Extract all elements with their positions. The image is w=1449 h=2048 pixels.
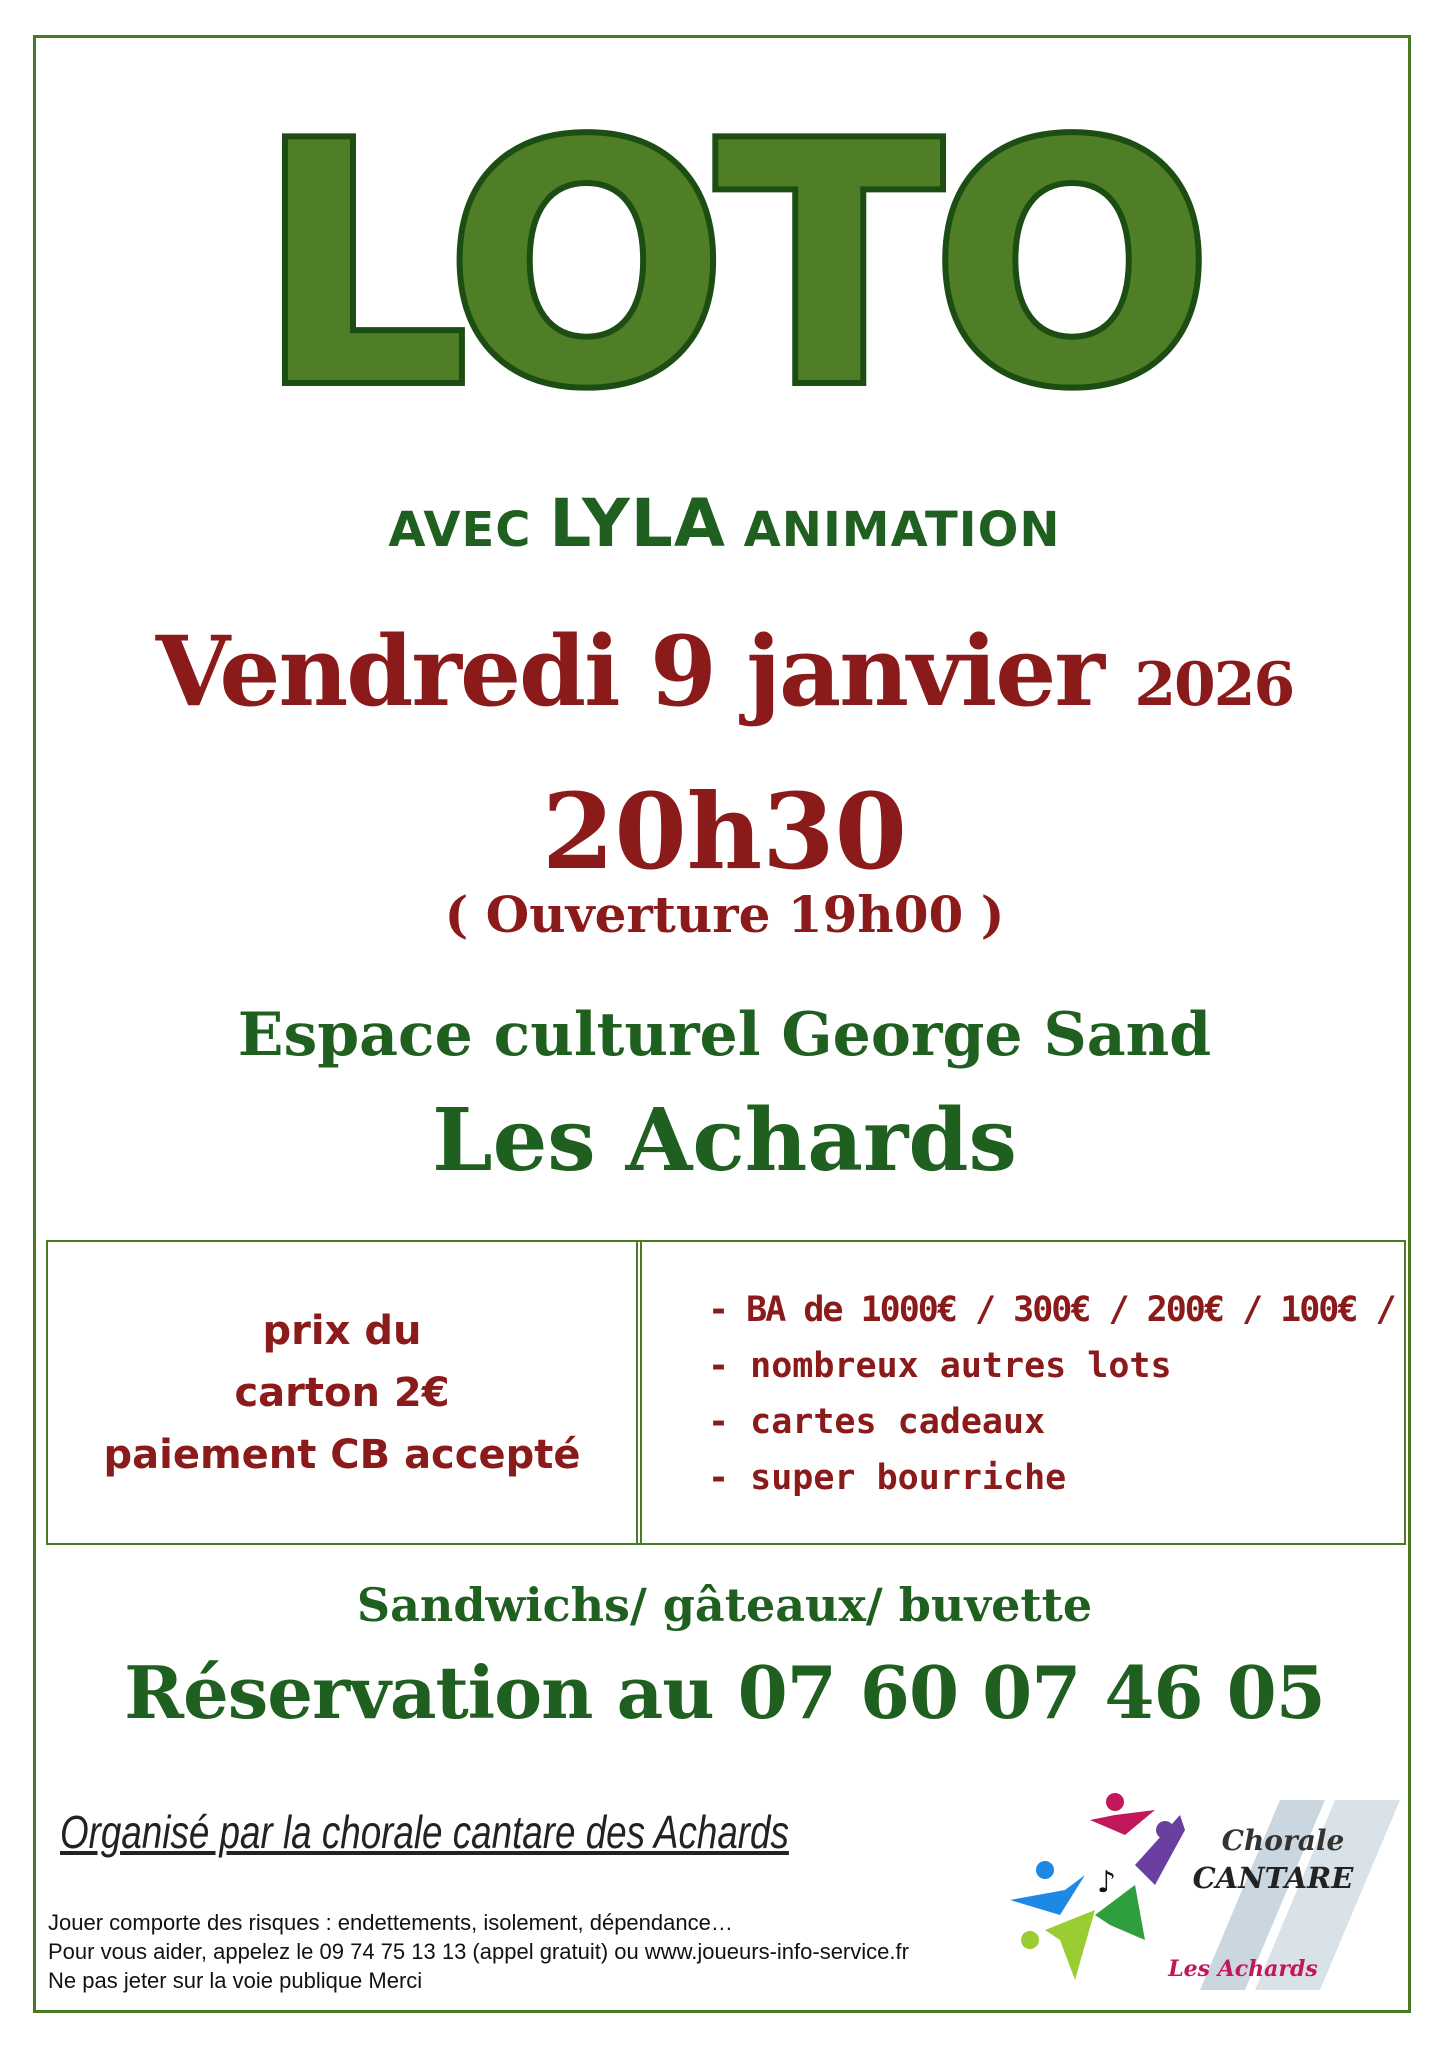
prize-item: - cartes cadeaux [708, 1402, 1046, 1442]
event-date-main: Vendredi 9 janvier [155, 615, 1103, 728]
venue-name: Espace culturel George Sand [237, 1000, 1212, 1070]
prize-list [708, 1282, 1398, 1506]
logo-line-1: Chorale [1221, 1824, 1345, 1857]
disclaimer-line: Pour vous aider, appelez le 09 74 75 13 13 (appel gratuit) ou www.joueurs-info-service.fr [48, 1939, 909, 1964]
svg-text:♪: ♪ [1097, 1865, 1117, 1900]
info-box [46, 1240, 1406, 1545]
disclaimer-line: Ne pas jeter sur la voie publique Merci [48, 1968, 423, 1993]
animation-name: LYLA [549, 485, 726, 562]
animation-line [0, 485, 1449, 562]
disclaimer-line: Jouer comporte des risques : endettements, isolement, dépendance… [48, 1910, 733, 1935]
price-line-1: prix du [262, 1307, 422, 1354]
info-divider [636, 1242, 642, 1543]
price-line-2: carton 2€ [234, 1369, 450, 1416]
price-info [48, 1242, 636, 1543]
price-line-3: paiement CB accepté [103, 1431, 581, 1478]
town-name: Les Achards [432, 1090, 1017, 1191]
opening-time: ( Ouverture 19h00 ) [444, 885, 1005, 944]
loto-title-text: LOTO [257, 90, 1203, 410]
prize-item: - BA de 1000€ / 300€ / 200€ / 100€ / [708, 1290, 1395, 1330]
prize-item: - super bourriche [708, 1458, 1067, 1498]
logo-line-3: Les Achards [1168, 1956, 1318, 1982]
event-time: 20h30 [541, 770, 908, 893]
organiser-line: Organisé par la chorale cantare des Achards [60, 1806, 789, 1858]
choir-figures-icon [1010, 1793, 1185, 1980]
logo-line-2: CANTARE [1192, 1861, 1354, 1895]
event-date [0, 615, 1449, 728]
prize-item: - nombreux autres lots [708, 1346, 1172, 1386]
chorale-logo [1005, 1790, 1405, 2000]
event-year: 2026 [1134, 650, 1294, 720]
animation-suffix: ANIMATION [743, 502, 1061, 558]
animation-prefix: AVEC [388, 502, 532, 558]
gambling-disclaimer [48, 1908, 909, 1995]
snacks-line: Sandwichs/ gâteaux/ buvette [356, 1578, 1093, 1632]
loto-title [230, 90, 1230, 410]
reservation-line: Réservation au 07 60 07 46 05 [124, 1650, 1325, 1735]
